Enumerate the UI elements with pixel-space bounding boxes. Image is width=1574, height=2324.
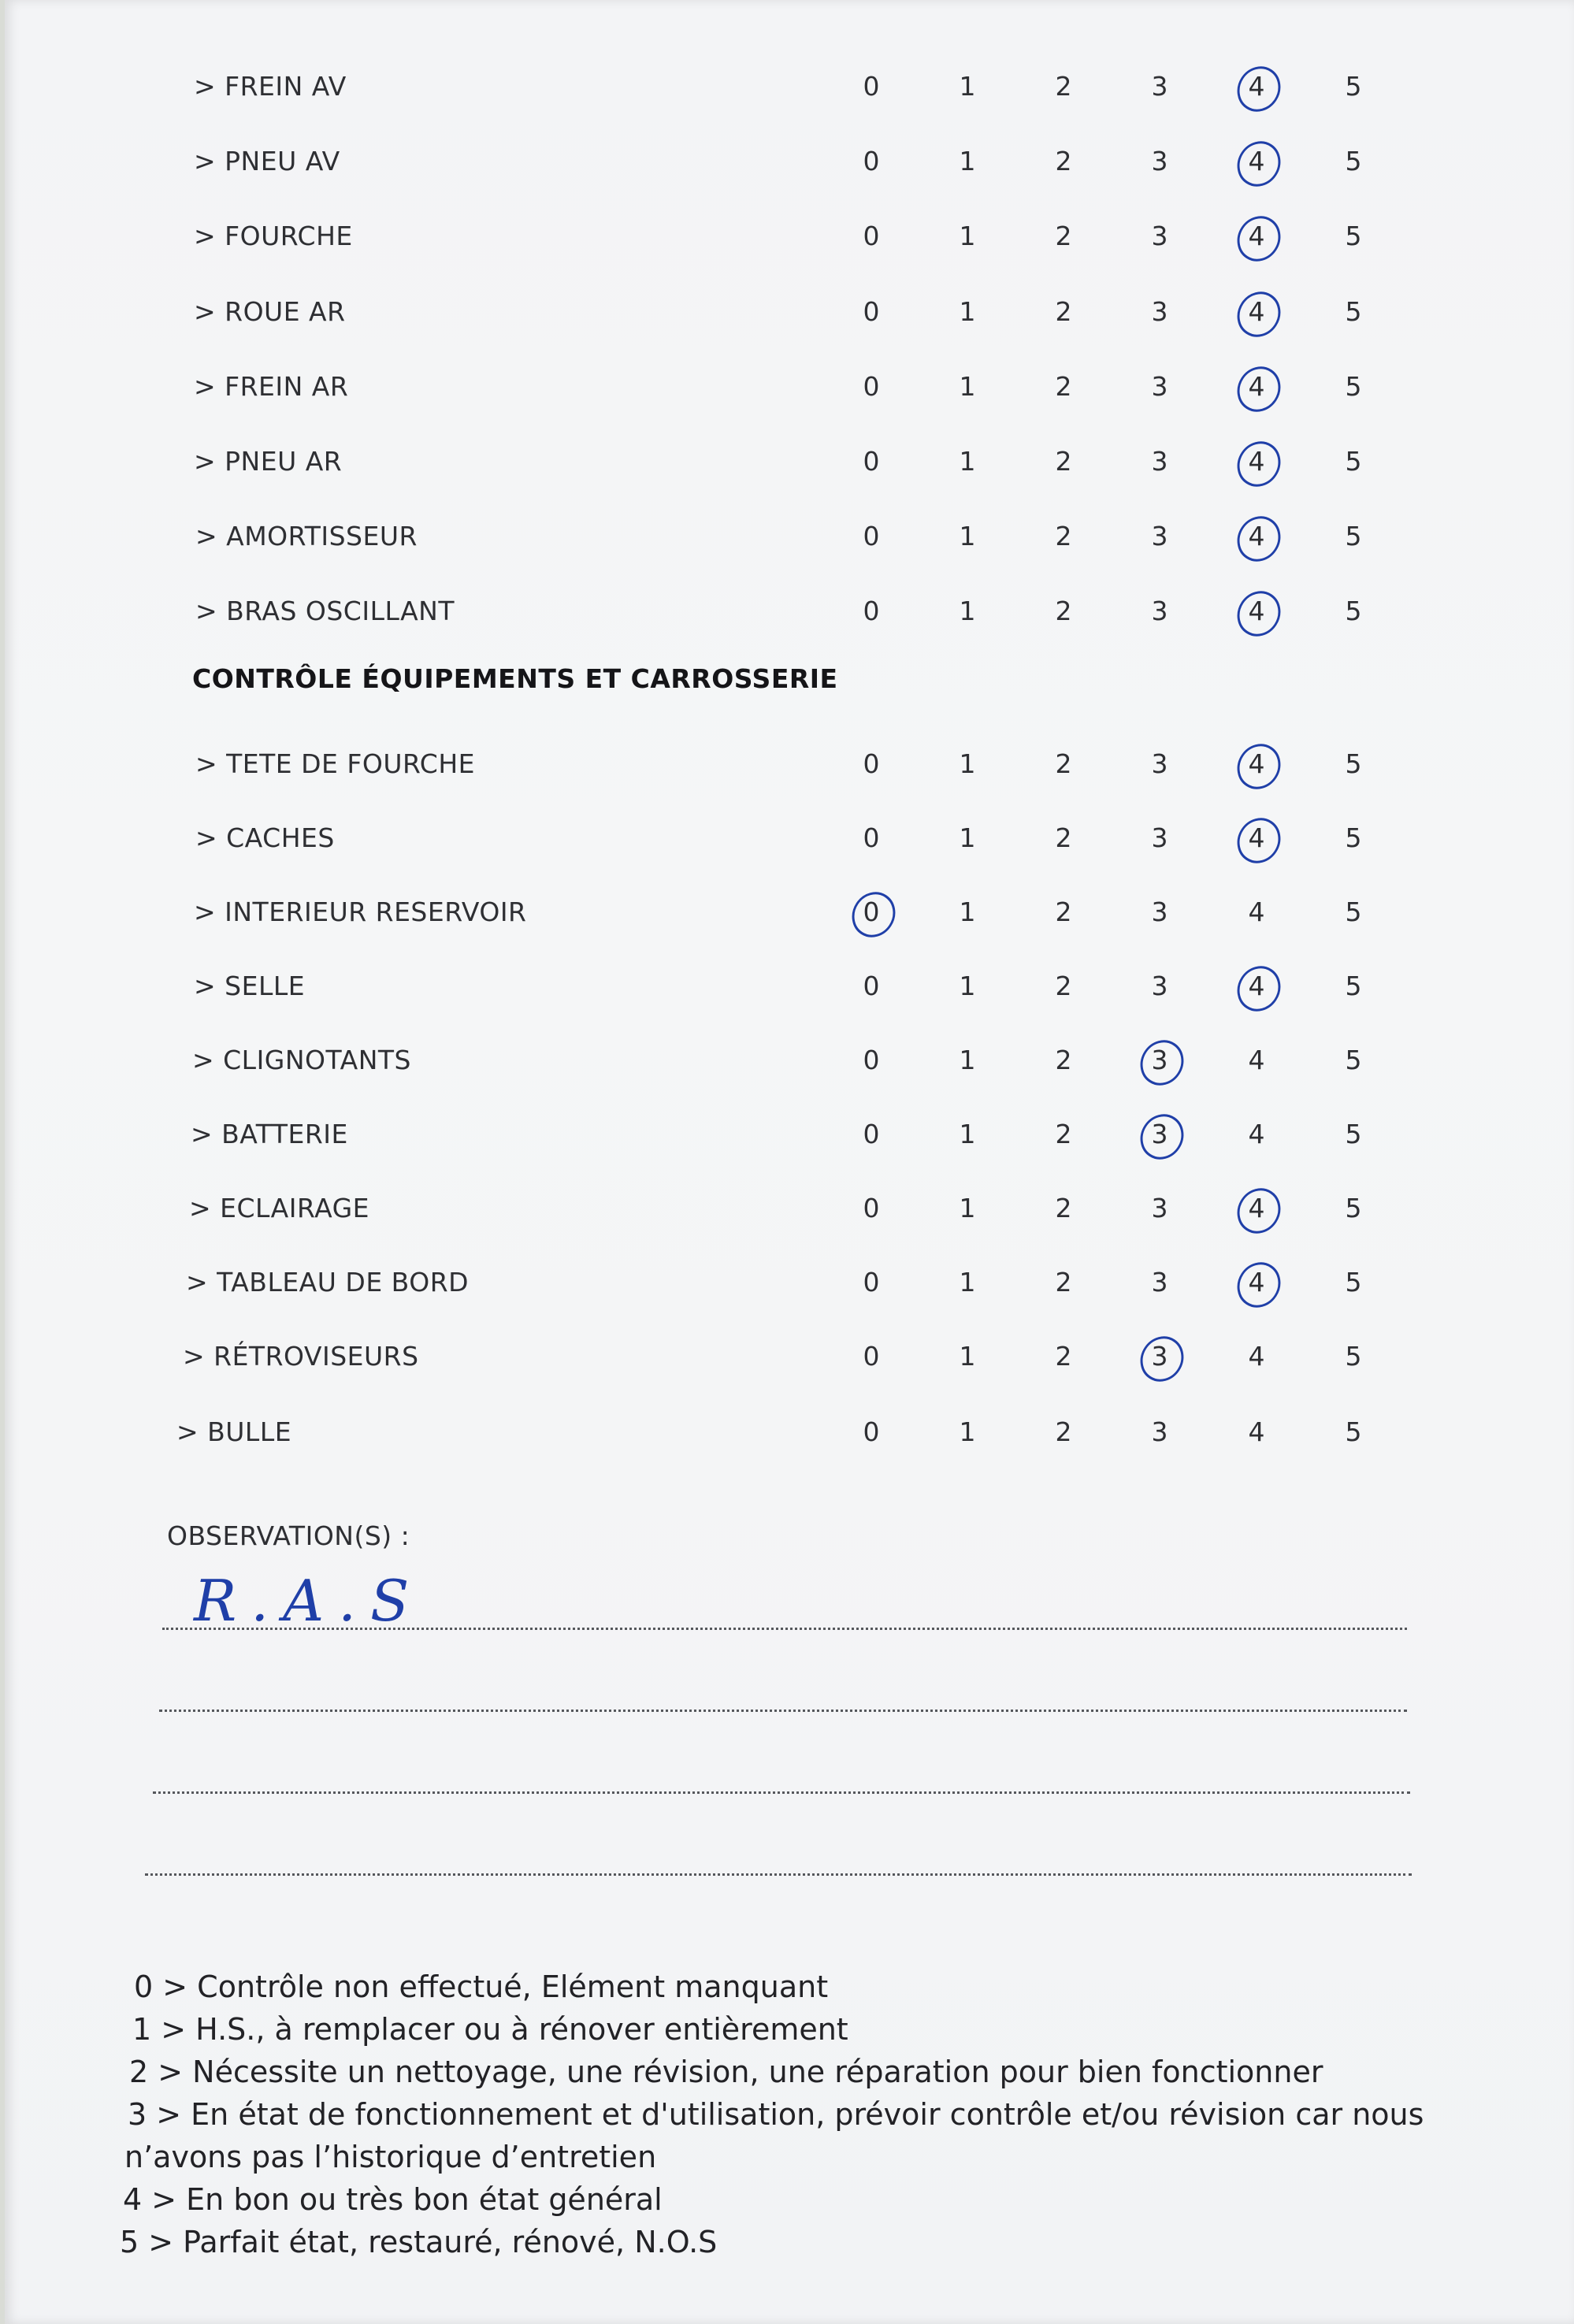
checklist-row <box>192 1034 1453 1081</box>
score-option[interactable]: 2 <box>1055 1416 1072 1447</box>
item-label: > ECLAIRAGE <box>189 1193 369 1223</box>
score-option[interactable]: 1 <box>959 371 976 402</box>
checklist-row <box>194 960 1454 1007</box>
score-option[interactable]: 0 <box>863 1193 880 1223</box>
score-option[interactable]: 5 <box>1345 221 1362 251</box>
score-option[interactable]: 3 <box>1151 897 1168 927</box>
score-option[interactable]: 2 <box>1055 1119 1072 1149</box>
score-option[interactable]: 0 <box>863 446 880 477</box>
score-option[interactable]: 1 <box>959 1341 976 1372</box>
score-option[interactable]: 2 <box>1055 1341 1072 1372</box>
score-option[interactable]: 0 <box>863 371 880 402</box>
item-label: > BULLE <box>176 1416 292 1447</box>
score-option-selected[interactable]: 4 <box>1233 596 1280 626</box>
checklist-row <box>195 510 1456 557</box>
score-option[interactable]: 2 <box>1055 596 1072 626</box>
score-option[interactable]: 3 <box>1151 446 1168 477</box>
score-option[interactable]: 2 <box>1055 971 1072 1001</box>
observation-line <box>159 1710 1407 1712</box>
checklist-row <box>194 360 1454 407</box>
score-option-selected[interactable]: 4 <box>1233 748 1280 779</box>
score-option[interactable]: 1 <box>959 296 976 327</box>
score-option[interactable]: 1 <box>959 748 976 779</box>
score-option[interactable]: 1 <box>959 1416 976 1447</box>
score-option[interactable]: 0 <box>863 1416 880 1447</box>
score-option[interactable]: 2 <box>1055 296 1072 327</box>
score-option[interactable]: 2 <box>1055 371 1072 402</box>
score-option-selected[interactable]: 4 <box>1233 822 1280 853</box>
checklist-row <box>194 885 1454 933</box>
score-option[interactable]: 2 <box>1055 897 1072 927</box>
checklist-row <box>195 585 1456 632</box>
score-option[interactable]: 1 <box>959 897 976 927</box>
checklist-row <box>194 210 1454 257</box>
score-option[interactable]: 5 <box>1345 1193 1362 1223</box>
score-option[interactable]: 5 <box>1345 1119 1362 1149</box>
score-option[interactable]: 2 <box>1055 221 1072 251</box>
score-option[interactable]: 2 <box>1055 521 1072 551</box>
legend-line: 3 > En état de fonctionnement et d'utilisation, prévoir contrôle et/ou révision car nous <box>128 2097 1424 2132</box>
score-option[interactable]: 2 <box>1055 71 1072 102</box>
checklist-row <box>195 737 1456 785</box>
score-option[interactable]: 5 <box>1345 296 1362 327</box>
item-label: > CACHES <box>195 822 335 853</box>
score-option[interactable]: 5 <box>1345 897 1362 927</box>
score-option[interactable]: 1 <box>959 71 976 102</box>
score-option[interactable]: 3 <box>1151 1193 1168 1223</box>
score-option[interactable]: 1 <box>959 822 976 853</box>
checklist-row <box>189 1182 1450 1229</box>
checklist-row <box>183 1330 1443 1377</box>
score-option[interactable]: 0 <box>863 1267 880 1298</box>
score-option-selected[interactable]: 3 <box>1136 1045 1183 1075</box>
score-option[interactable]: 5 <box>1345 822 1362 853</box>
score-option[interactable]: 0 <box>863 521 880 551</box>
score-option[interactable]: 5 <box>1345 596 1362 626</box>
score-option[interactable]: 1 <box>959 1045 976 1075</box>
section-title: CONTRÔLE ÉQUIPEMENTS ET CARROSSERIE <box>192 663 838 694</box>
score-option[interactable]: 5 <box>1345 146 1362 176</box>
score-option[interactable]: 4 <box>1248 1416 1265 1447</box>
score-option[interactable]: 1 <box>959 146 976 176</box>
score-option[interactable]: 0 <box>863 822 880 853</box>
score-option-selected[interactable]: 3 <box>1136 1119 1183 1149</box>
item-label: > BRAS OSCILLANT <box>195 596 455 626</box>
checklist-row <box>194 60 1454 107</box>
inspection-sheet <box>5 0 1574 2324</box>
score-option[interactable]: 0 <box>863 1341 880 1372</box>
score-option[interactable]: 3 <box>1151 1267 1168 1298</box>
legend-line: n’avons pas l’historique d’entretien <box>124 2140 657 2174</box>
score-option[interactable]: 1 <box>959 596 976 626</box>
score-option[interactable]: 4 <box>1248 1045 1265 1075</box>
score-option[interactable]: 0 <box>863 1119 880 1149</box>
score-option[interactable]: 5 <box>1345 748 1362 779</box>
score-option[interactable]: 3 <box>1151 521 1168 551</box>
score-option[interactable]: 3 <box>1151 296 1168 327</box>
score-option[interactable]: 2 <box>1055 146 1072 176</box>
checklist-row <box>194 435 1454 482</box>
legend-line: 5 > Parfait état, restauré, rénové, N.O.S <box>120 2225 718 2259</box>
score-option-selected[interactable]: 4 <box>1233 971 1280 1001</box>
score-option[interactable]: 1 <box>959 971 976 1001</box>
score-option[interactable]: 3 <box>1151 596 1168 626</box>
checklist-row <box>176 1405 1437 1453</box>
handwritten-observation: R.A.S <box>194 1568 424 1634</box>
item-label: > BATTERIE <box>191 1119 348 1149</box>
item-label: > PNEU AR <box>194 446 343 477</box>
score-option[interactable]: 5 <box>1345 446 1362 477</box>
score-option[interactable]: 3 <box>1151 748 1168 779</box>
item-label: > PNEU AV <box>194 146 340 176</box>
item-label: > INTERIEUR RESERVOIR <box>194 897 527 927</box>
score-option[interactable]: 0 <box>863 71 880 102</box>
item-label: > AMORTISSEUR <box>195 521 418 551</box>
legend-line: 1 > H.S., à remplacer ou à rénover entièrement <box>132 2012 848 2047</box>
score-option[interactable]: 3 <box>1151 371 1168 402</box>
score-option[interactable]: 0 <box>863 146 880 176</box>
legend-line: 4 > En bon ou très bon état général <box>123 2182 663 2217</box>
item-label: > FREIN AR <box>194 371 349 402</box>
score-option[interactable]: 5 <box>1345 371 1362 402</box>
score-option[interactable]: 4 <box>1248 1341 1265 1372</box>
score-option-selected[interactable]: 0 <box>848 897 895 927</box>
score-option[interactable]: 5 <box>1345 1267 1362 1298</box>
score-option-selected[interactable]: 4 <box>1233 71 1280 102</box>
checklist-row <box>191 1108 1451 1155</box>
item-label: > FOURCHE <box>194 221 353 251</box>
legend-line: 2 > Nécessite un nettoyage, une révision, une réparation pour bien fonctionner <box>129 2055 1323 2089</box>
score-option[interactable]: 5 <box>1345 1045 1362 1075</box>
score-option[interactable]: 1 <box>959 446 976 477</box>
checklist-row <box>186 1256 1446 1303</box>
score-option[interactable]: 3 <box>1151 1416 1168 1447</box>
score-option[interactable]: 5 <box>1345 1341 1362 1372</box>
score-option-selected[interactable]: 4 <box>1233 1193 1280 1223</box>
score-option-selected[interactable]: 4 <box>1233 371 1280 402</box>
score-option[interactable]: 0 <box>863 1045 880 1075</box>
score-option[interactable]: 2 <box>1055 1267 1072 1298</box>
item-label: > FREIN AV <box>194 71 347 102</box>
score-option[interactable]: 1 <box>959 1267 976 1298</box>
item-label: > SELLE <box>194 971 306 1001</box>
score-option[interactable]: 0 <box>863 596 880 626</box>
score-option-selected[interactable]: 4 <box>1233 521 1280 551</box>
item-label: > ROUE AR <box>194 296 346 327</box>
score-option[interactable]: 5 <box>1345 1416 1362 1447</box>
item-label: > RÉTROVISEURS <box>183 1341 419 1372</box>
score-option-selected[interactable]: 4 <box>1233 296 1280 327</box>
score-option[interactable]: 3 <box>1151 221 1168 251</box>
score-option[interactable]: 1 <box>959 521 976 551</box>
score-option[interactable]: 1 <box>959 221 976 251</box>
score-option[interactable]: 1 <box>959 1193 976 1223</box>
score-option[interactable]: 3 <box>1151 146 1168 176</box>
score-option-selected[interactable]: 3 <box>1136 1341 1183 1372</box>
legend-line: 0 > Contrôle non effectué, Elément manquant <box>134 1969 829 2004</box>
checklist-row <box>194 285 1454 332</box>
score-option[interactable]: 2 <box>1055 446 1072 477</box>
score-option[interactable]: 5 <box>1345 521 1362 551</box>
observation-line <box>153 1791 1410 1794</box>
score-option[interactable]: 4 <box>1248 897 1265 927</box>
score-option[interactable]: 3 <box>1151 822 1168 853</box>
score-option-selected[interactable]: 4 <box>1233 146 1280 176</box>
score-option[interactable]: 5 <box>1345 971 1362 1001</box>
score-option[interactable]: 0 <box>863 748 880 779</box>
score-option[interactable]: 2 <box>1055 1045 1072 1075</box>
score-option-selected[interactable]: 4 <box>1233 446 1280 477</box>
score-option[interactable]: 2 <box>1055 1193 1072 1223</box>
score-option-selected[interactable]: 4 <box>1233 1267 1280 1298</box>
checklist-row <box>195 811 1456 859</box>
observation-line <box>145 1873 1412 1876</box>
score-option[interactable]: 0 <box>863 221 880 251</box>
score-option[interactable]: 4 <box>1248 1119 1265 1149</box>
score-option-selected[interactable]: 4 <box>1233 221 1280 251</box>
score-option[interactable]: 2 <box>1055 822 1072 853</box>
item-label: > TETE DE FOURCHE <box>195 748 475 779</box>
checklist-row <box>194 135 1454 182</box>
item-label: > CLIGNOTANTS <box>192 1045 411 1075</box>
score-option[interactable]: 3 <box>1151 971 1168 1001</box>
score-option[interactable]: 2 <box>1055 748 1072 779</box>
score-option[interactable]: 5 <box>1345 71 1362 102</box>
score-option[interactable]: 0 <box>863 971 880 1001</box>
score-option[interactable]: 1 <box>959 1119 976 1149</box>
score-option[interactable]: 0 <box>863 296 880 327</box>
observations-label: OBSERVATION(S) : <box>167 1520 410 1551</box>
item-label: > TABLEAU DE BORD <box>186 1267 470 1298</box>
observation-line <box>162 1628 1407 1630</box>
score-option[interactable]: 3 <box>1151 71 1168 102</box>
